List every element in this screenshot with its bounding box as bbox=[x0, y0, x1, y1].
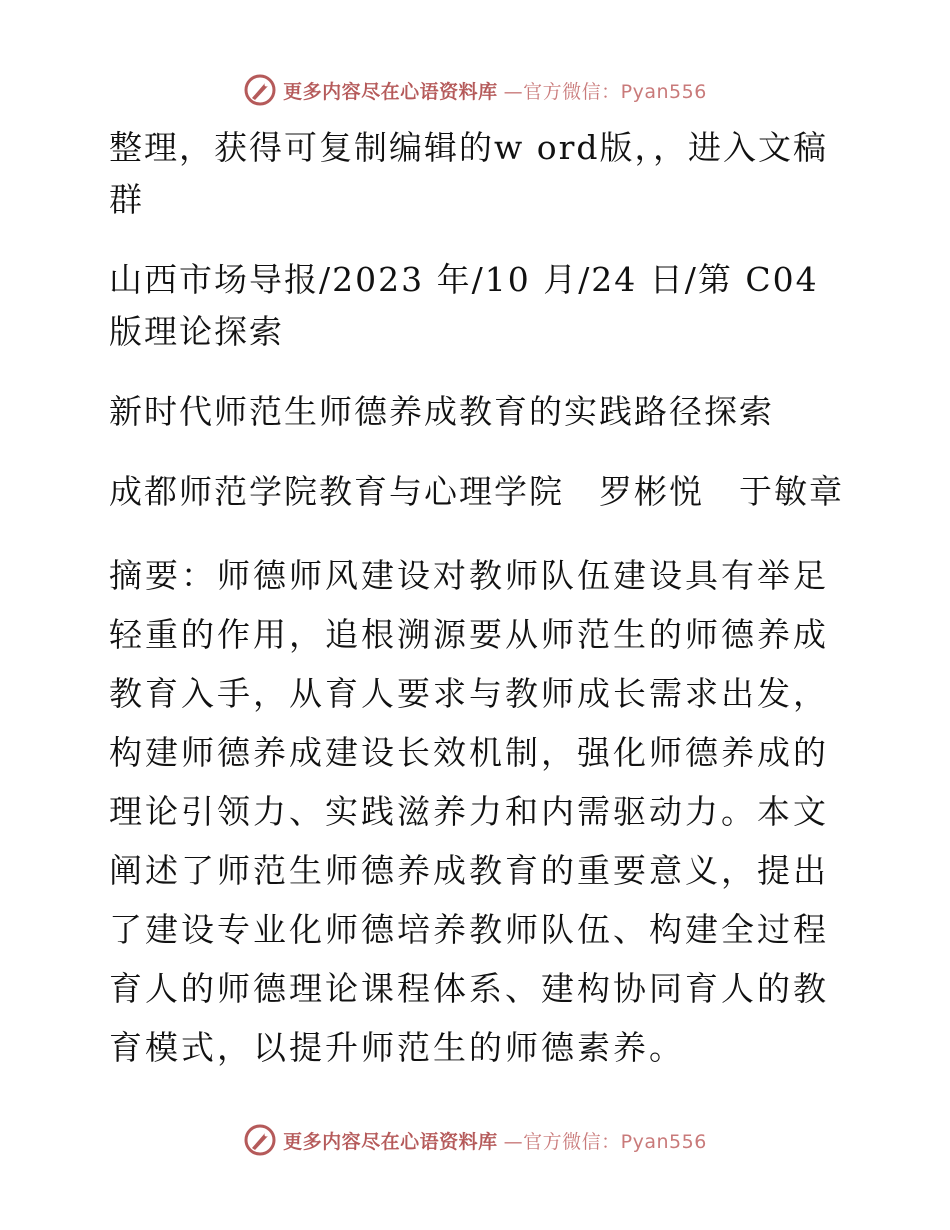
notice-paragraph: 整理，获得可复制编辑的w ord版，，进入文稿群 bbox=[109, 128, 829, 219]
watermark-site-text: 更多内容尽在心语资料库 bbox=[283, 1130, 498, 1153]
article-title: 新时代师范生师德养成教育的实践路径探索 bbox=[109, 392, 774, 431]
watermark-site-text: 更多内容尽在心语资料库 bbox=[283, 80, 498, 103]
abstract-paragraph: 摘要：师德师风建设对教师队伍建设具有举足轻重的作用，追根溯源要从师范生的师德养成教育入手，从育人要求与教师成长需求出发，构建师德养成建设长效机制，强化师德养成的理论引领力、实践滋养力和内需驱动力。本文阐述了师范生师德养成教育的重要意义，提出了建设专业化师德培养教师队伍、构建全过程育人的师德理论课程体系、建构协同育人的教育模式，以提升师范生的师德素养。 bbox=[109, 556, 829, 1067]
pen-logo-icon bbox=[243, 1123, 277, 1157]
footer-watermark bbox=[0, 1120, 950, 1160]
watermark-wechat-text: —官方微信：Pyan556 bbox=[503, 80, 707, 103]
watermark-wechat-text: —官方微信：Pyan556 bbox=[503, 1130, 707, 1153]
pen-logo-icon bbox=[243, 73, 277, 107]
header-watermark bbox=[0, 70, 950, 110]
author-line: 成都师范学院教育与心理学院 罗彬悦 于敏章 bbox=[109, 472, 844, 511]
source-line: 山西市场导报/2023 年/10 月/24 日/第 C04 版理论探索 bbox=[109, 260, 819, 351]
document-body bbox=[97, 122, 857, 1105]
